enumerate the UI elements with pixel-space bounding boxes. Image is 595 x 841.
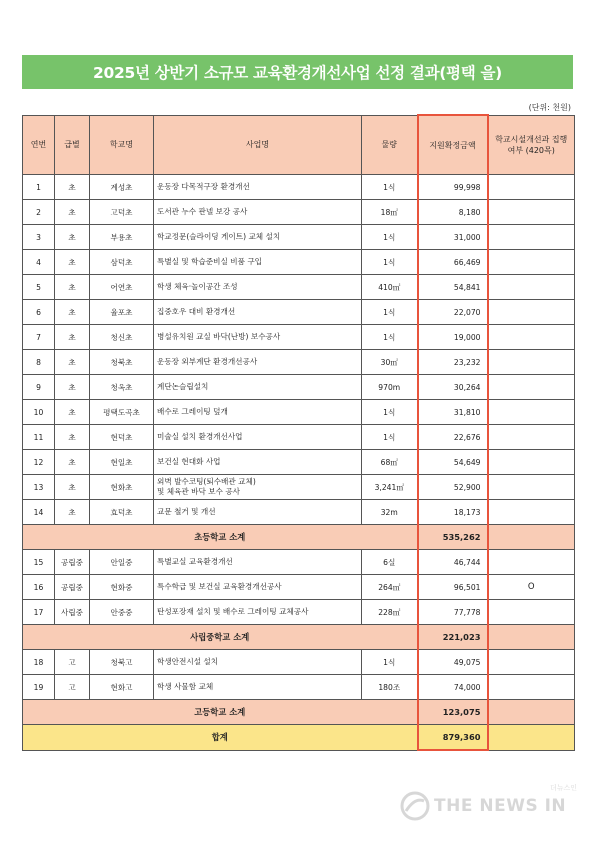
- cell-amount: 30,264: [418, 375, 488, 400]
- cell-amount: 54,841: [418, 275, 488, 300]
- cell-facility: [488, 600, 575, 625]
- cell-amount: 22,070: [418, 300, 488, 325]
- cell-level: 초: [55, 250, 90, 275]
- cell-project: 학생 체육·놀이공간 조성: [154, 275, 362, 300]
- cell-amount: 23,232: [418, 350, 488, 375]
- cell-school: 안일중: [90, 550, 154, 575]
- header-level: 급별: [55, 115, 90, 175]
- results-table: [22, 114, 575, 751]
- unit-label: (단위: 천원): [528, 103, 571, 112]
- cell-quantity: 1식: [362, 425, 418, 450]
- cell-project: 탄성포장재 설치 및 배수로 그레이팅 교체공사: [154, 600, 362, 625]
- cell-level: 공립중: [55, 575, 90, 600]
- cell-level: 초: [55, 325, 90, 350]
- cell-amount: 31,000: [418, 225, 488, 250]
- cell-school: 고덕초: [90, 200, 154, 225]
- table-row: [23, 450, 575, 475]
- cell-quantity: 1식: [362, 650, 418, 675]
- cell-no: 14: [23, 500, 55, 525]
- table-row: [23, 275, 575, 300]
- cell-facility: [488, 650, 575, 675]
- cell-quantity: 18㎡: [362, 200, 418, 225]
- cell-school: 현화초: [90, 475, 154, 500]
- cell-amount: 22,676: [418, 425, 488, 450]
- cell-facility: [488, 350, 575, 375]
- table-row: [23, 325, 575, 350]
- cell-school: 현화중: [90, 575, 154, 600]
- cell-amount: 19,000: [418, 325, 488, 350]
- cell-level: 초: [55, 475, 90, 500]
- cell-no: 2: [23, 200, 55, 225]
- table-row: [23, 425, 575, 450]
- cell-school: 청신초: [90, 325, 154, 350]
- cell-school: 율포초: [90, 300, 154, 325]
- row-label: 합계: [23, 725, 418, 751]
- cell-facility: [488, 400, 575, 425]
- cell-level: 초: [55, 425, 90, 450]
- cell-no: 13: [23, 475, 55, 500]
- cell-quantity: 30㎡: [362, 350, 418, 375]
- header-school: 학교명: [90, 115, 154, 175]
- cell-no: 4: [23, 250, 55, 275]
- cell-level: 초: [55, 300, 90, 325]
- cell-quantity: 1식: [362, 250, 418, 275]
- cell-quantity: 3,241㎡: [362, 475, 418, 500]
- cell-no: 15: [23, 550, 55, 575]
- cell-no: 3: [23, 225, 55, 250]
- header-amount: 지원확정금액: [418, 115, 488, 175]
- cell-amount: 74,000: [418, 675, 488, 700]
- page-title: 2025년 상반기 소규모 교육환경개선사업 선정 결과(평택 을): [93, 64, 502, 82]
- cell-project: 병설유치원 교실 바닥(난방) 보수공사: [154, 325, 362, 350]
- table-row: [23, 550, 575, 575]
- table-row: [23, 250, 575, 275]
- cell-project: 미술실 설치 환경개선사업: [154, 425, 362, 450]
- cell-quantity: 68㎡: [362, 450, 418, 475]
- cell-project: 학생안전시설 설치: [154, 650, 362, 675]
- row-facility: [488, 625, 575, 650]
- row-amount: 221,023: [418, 625, 488, 650]
- row-label: 초등학교 소계: [23, 525, 418, 550]
- cell-amount: 49,075: [418, 650, 488, 675]
- cell-level: 초: [55, 400, 90, 425]
- row-label: 고등학교 소계: [23, 700, 418, 725]
- table-body: [23, 175, 575, 751]
- cell-level: 고: [55, 675, 90, 700]
- row-label: 사립중학교 소계: [23, 625, 418, 650]
- cell-facility: [488, 675, 575, 700]
- cell-school: 안중중: [90, 600, 154, 625]
- cell-facility: [488, 200, 575, 225]
- cell-level: 공립중: [55, 550, 90, 575]
- row-amount: 123,075: [418, 700, 488, 725]
- cell-level: 초: [55, 175, 90, 200]
- cell-facility: [488, 325, 575, 350]
- cell-facility: [488, 475, 575, 500]
- watermark-text: THE NEWS IN: [434, 796, 567, 816]
- cell-level: 초: [55, 225, 90, 250]
- cell-facility: [488, 550, 575, 575]
- cell-no: 16: [23, 575, 55, 600]
- cell-no: 19: [23, 675, 55, 700]
- subtotal-row: [23, 625, 575, 650]
- cell-amount: 8,180: [418, 200, 488, 225]
- cell-amount: 66,469: [418, 250, 488, 275]
- table-row: [23, 300, 575, 325]
- table-row: [23, 475, 575, 500]
- cell-no: 6: [23, 300, 55, 325]
- cell-facility: [488, 275, 575, 300]
- cell-quantity: 1식: [362, 175, 418, 200]
- cell-project: 배수로 그레이팅 덮개: [154, 400, 362, 425]
- cell-no: 5: [23, 275, 55, 300]
- table-row: [23, 200, 575, 225]
- row-facility: [488, 725, 575, 751]
- cell-project: 도서관 누수 판넬 보강 공사: [154, 200, 362, 225]
- cell-school: 현일초: [90, 450, 154, 475]
- cell-amount: 18,173: [418, 500, 488, 525]
- cell-facility: [488, 425, 575, 450]
- total-row: [23, 725, 575, 751]
- cell-amount: 46,744: [418, 550, 488, 575]
- table-row: [23, 175, 575, 200]
- cell-school: 현화고: [90, 675, 154, 700]
- cell-project: 교문 철거 및 개선: [154, 500, 362, 525]
- table-row: [23, 225, 575, 250]
- title-banner: [22, 55, 573, 89]
- globe-logo-icon: [400, 791, 430, 821]
- cell-facility: [488, 450, 575, 475]
- cell-no: 1: [23, 175, 55, 200]
- cell-facility: O: [488, 575, 575, 600]
- cell-school: 계성초: [90, 175, 154, 200]
- subtotal-row: [23, 525, 575, 550]
- cell-quantity: 6실: [362, 550, 418, 575]
- cell-quantity: 970m: [362, 375, 418, 400]
- cell-amount: 77,778: [418, 600, 488, 625]
- row-facility: [488, 525, 575, 550]
- cell-quantity: 180조: [362, 675, 418, 700]
- table-row: [23, 675, 575, 700]
- cell-level: 사립중: [55, 600, 90, 625]
- cell-level: 초: [55, 275, 90, 300]
- cell-school: 평택도곡초: [90, 400, 154, 425]
- cell-quantity: 410㎡: [362, 275, 418, 300]
- cell-quantity: 32m: [362, 500, 418, 525]
- cell-project: 외벽 발수코팅(퇴수배관 교체) 및 체육관 바닥 보수 공사: [154, 475, 362, 500]
- cell-level: 초: [55, 375, 90, 400]
- cell-project: 학생 사물함 교체: [154, 675, 362, 700]
- row-amount: 535,262: [418, 525, 488, 550]
- cell-amount: 54,649: [418, 450, 488, 475]
- table-row: [23, 575, 575, 600]
- header-quantity: 물량: [362, 115, 418, 175]
- cell-no: 9: [23, 375, 55, 400]
- cell-no: 12: [23, 450, 55, 475]
- cell-amount: 99,998: [418, 175, 488, 200]
- cell-amount: 96,501: [418, 575, 488, 600]
- cell-no: 8: [23, 350, 55, 375]
- header-no: 연번: [23, 115, 55, 175]
- cell-level: 초: [55, 500, 90, 525]
- cell-quantity: 1식: [362, 225, 418, 250]
- table-row: [23, 350, 575, 375]
- cell-facility: [488, 250, 575, 275]
- cell-project: 특수학급 및 보건실 교육환경개선공사: [154, 575, 362, 600]
- cell-project: 집중호우 대비 환경개선: [154, 300, 362, 325]
- cell-project: 학교정문(슬라이딩 게이트) 교체 설치: [154, 225, 362, 250]
- cell-quantity: 1식: [362, 300, 418, 325]
- table-row: [23, 650, 575, 675]
- cell-no: 11: [23, 425, 55, 450]
- cell-facility: [488, 500, 575, 525]
- cell-quantity: 228㎡: [362, 600, 418, 625]
- table-row: [23, 600, 575, 625]
- cell-school: 어연초: [90, 275, 154, 300]
- cell-project: 특별교실 교육환경개선: [154, 550, 362, 575]
- news-watermark: [400, 786, 585, 826]
- subtotal-row: [23, 700, 575, 725]
- table-row: [23, 375, 575, 400]
- cell-no: 18: [23, 650, 55, 675]
- watermark-sub: 더뉴스인: [549, 784, 577, 792]
- cell-no: 7: [23, 325, 55, 350]
- cell-facility: [488, 225, 575, 250]
- row-amount: 879,360: [418, 725, 488, 751]
- table-row: [23, 400, 575, 425]
- header-project: 사업명: [154, 115, 362, 175]
- cell-project: 특별실 및 학습준비실 비품 구입: [154, 250, 362, 275]
- cell-amount: 52,900: [418, 475, 488, 500]
- cell-level: 초: [55, 450, 90, 475]
- cell-quantity: 264㎡: [362, 575, 418, 600]
- header-row: [23, 115, 575, 175]
- cell-no: 10: [23, 400, 55, 425]
- cell-facility: [488, 375, 575, 400]
- cell-project: 운동장 다목적구장 환경개선: [154, 175, 362, 200]
- cell-school: 청북초: [90, 350, 154, 375]
- cell-project: 운동장 외부계단 환경개선공사: [154, 350, 362, 375]
- table-row: [23, 500, 575, 525]
- cell-no: 17: [23, 600, 55, 625]
- cell-quantity: 1식: [362, 400, 418, 425]
- header-facility: 학교시설개선과 집행 여부 (420목): [488, 115, 575, 175]
- cell-quantity: 1식: [362, 325, 418, 350]
- cell-level: 초: [55, 200, 90, 225]
- cell-school: 효덕초: [90, 500, 154, 525]
- cell-school: 청북고: [90, 650, 154, 675]
- cell-school: 청옥초: [90, 375, 154, 400]
- cell-amount: 31,810: [418, 400, 488, 425]
- row-facility: [488, 700, 575, 725]
- cell-school: 현덕초: [90, 425, 154, 450]
- cell-project: 계단논슬립설치: [154, 375, 362, 400]
- cell-project: 보건실 현대화 사업: [154, 450, 362, 475]
- cell-level: 고: [55, 650, 90, 675]
- cell-school: 부용초: [90, 225, 154, 250]
- cell-facility: [488, 175, 575, 200]
- cell-level: 초: [55, 350, 90, 375]
- cell-school: 삼덕초: [90, 250, 154, 275]
- cell-facility: [488, 300, 575, 325]
